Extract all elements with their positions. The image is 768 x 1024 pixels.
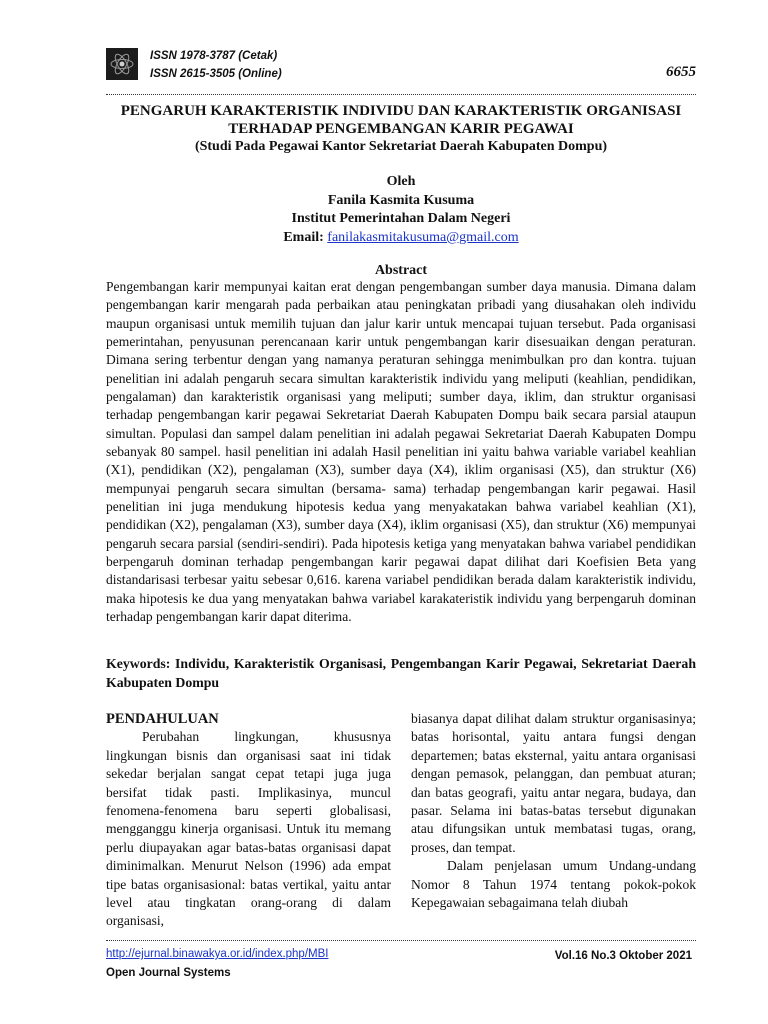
header-divider: [106, 94, 696, 95]
issn-online: ISSN 2615-3505 (Online): [150, 68, 282, 80]
author-institution: Institut Pemerintahan Dalam Negeri: [291, 211, 511, 226]
page-number: 6655: [666, 64, 696, 80]
author-name: Fanila Kasmita Kusuma: [327, 192, 475, 208]
title-line-1: PENGARUH KARAKTERISTIK INDIVIDU DAN KARAKTERISTIK ORGANISASI: [120, 103, 682, 119]
body-column-left: [106, 710, 391, 931]
article-title: [106, 102, 696, 138]
footer-divider: [106, 940, 696, 941]
article-subtitle: (Studi Pada Pegawai Kantor Sekretariat Daerah Kabupaten Dompu): [194, 139, 608, 154]
title-line-2: TERHADAP PENGEMBANGAN KARIR PEGAWAI: [228, 121, 574, 137]
by-label: Oleh: [386, 174, 416, 189]
footer-system: Open Journal Systems: [106, 967, 231, 979]
journal-url-link[interactable]: http://ejurnal.binawakya.or.id/index.php/MBI: [106, 948, 329, 960]
abstract-text: Pengembangan karir mempunyai kaitan erat dengan pengembangan sumber daya manusia. Dimana dalam pengembangan karir mengarah pada perbaikan atau peningkatan pribadi yang diusahakan oleh individu maupun organisasi untuk memilih tujuan dan jalur karir untuk mencapai tujuan tersebut. Pada organisasi pemerintahan, penyusunan perencanaan karir untuk pengembangan karir disesuaikan dengan peraturan. Dimana sering terbentur dengan yang namanya peraturan sehingga menimbulkan pro dan kontra. tujuan penelitian ini adalah pengaruh secara simultan karakteristik individu yang meliputi (keahlian, pendidikan, pengalaman) dan karakteristik organisasi yang meliputi; sumber daya, iklim, dan struktur organisasi terhadap pengembangan karir pegawai Sekretariat Daerah Kabupaten Dompu baik secara parsial ataupun simultan. Populasi dan sampel dalam penelitian ini adalah pegawai Sekretariat Daerah Kabupaten Dompu sebanyak 80 sampel. hasil penelitian ini adalah Hasil penelitian ini yaitu bahwa variable variabel keahlian (X1), pendidikan (X2), pengalaman (X3), sumber daya (X4), iklim organisasi (X5), dan struktur (X6) mempunyai pengaruh secara simultan (bersama- sama) terhadap pengembangan karir pegawai. Hasil penelitian ini juga mendukung hipotesis kedua yang menyakatakan bahwa variabel keahlian (X1), pendidikan (X2), pengalaman (X3), sumber daya (X4), iklim organisasi (X5), dan struktur (X6) mempunyai pengaruh secara parsial (sendiri-sendiri). Pada hipotesis ketiga yang menyatakan bahwa variabel pendidikan berpengaruh dominan terhadap pengembangan karir pegawai dapat dilihat dari Koefisien Beta yang distandarisasi terbesar yaitu sebesar 0,616. karena variabel pendidikan berada dalam karakteristik individu, maka hipotesis ke dua yang menyatakan bahwa variabel karakateristik individu yang berpengaruh dominan terhadap pengembangan karir dapat diterima.: [106, 279, 696, 624]
body-column-right: [411, 710, 696, 912]
journal-emblem-icon: [106, 48, 138, 80]
keywords: Keywords: Individu, Karakteristik Organisasi, Pengembangan Karir Pegawai, Sekretariat Daerah Kabupaten Dompu: [106, 656, 696, 690]
right-paragraph-2: Dalam penjelasan umum Undang-undang Nomor 8 Tahun 1974 tentang pokok-pokok Kepegawaian sebagaimana telah diubah: [411, 858, 696, 911]
author-block: [106, 173, 696, 247]
left-paragraph: Perubahan lingkungan, khususnya lingkungan bisnis dan organisasi saat ini tidak sekedar berjalan sangat cepat tetapi juga juga bersifat tidak pasti. Implikasinya, muncul fenomena-fenomena baru seperti globalisasi, mengganggu kinerja organisasi. Untuk itu memang perlu diupayakan agar batas-batas organisasi dapat diminimalkan. Menurut Nelson (1996) ada empat tipe batas organisasional: batas vertikal, yaitu antar level atau tingkatan orang-orang di dalam organisasi,: [106, 729, 391, 929]
right-paragraph-1: biasanya dapat dilihat dalam struktur organisasinya; batas horisontal, yaitu antara fungsi dengan departemen; batas eksternal, yaitu antara organisasi dengan pemasok, pelanggan, dan pembuat aturan; dan batas geografi, yaitu antar negara, budaya, dan pasar. Selama ini batas-batas tersebut digunakan atau difungsikan untuk membatasi tugas, orang, proses, dan tempat.: [411, 711, 696, 855]
email-label: Email:: [283, 229, 324, 245]
footer-volume: Vol.16 No.3 Oktober 2021: [554, 950, 692, 962]
journal-logo: [106, 48, 138, 80]
author-email-line: [106, 229, 696, 248]
abstract-heading: Abstract: [374, 263, 428, 278]
section-heading: PENDAHULUAN: [106, 711, 219, 727]
email-link[interactable]: fanilakasmitakusuma@gmail.com: [327, 229, 519, 245]
issn-print: ISSN 1978-3787 (Cetak): [150, 50, 278, 62]
